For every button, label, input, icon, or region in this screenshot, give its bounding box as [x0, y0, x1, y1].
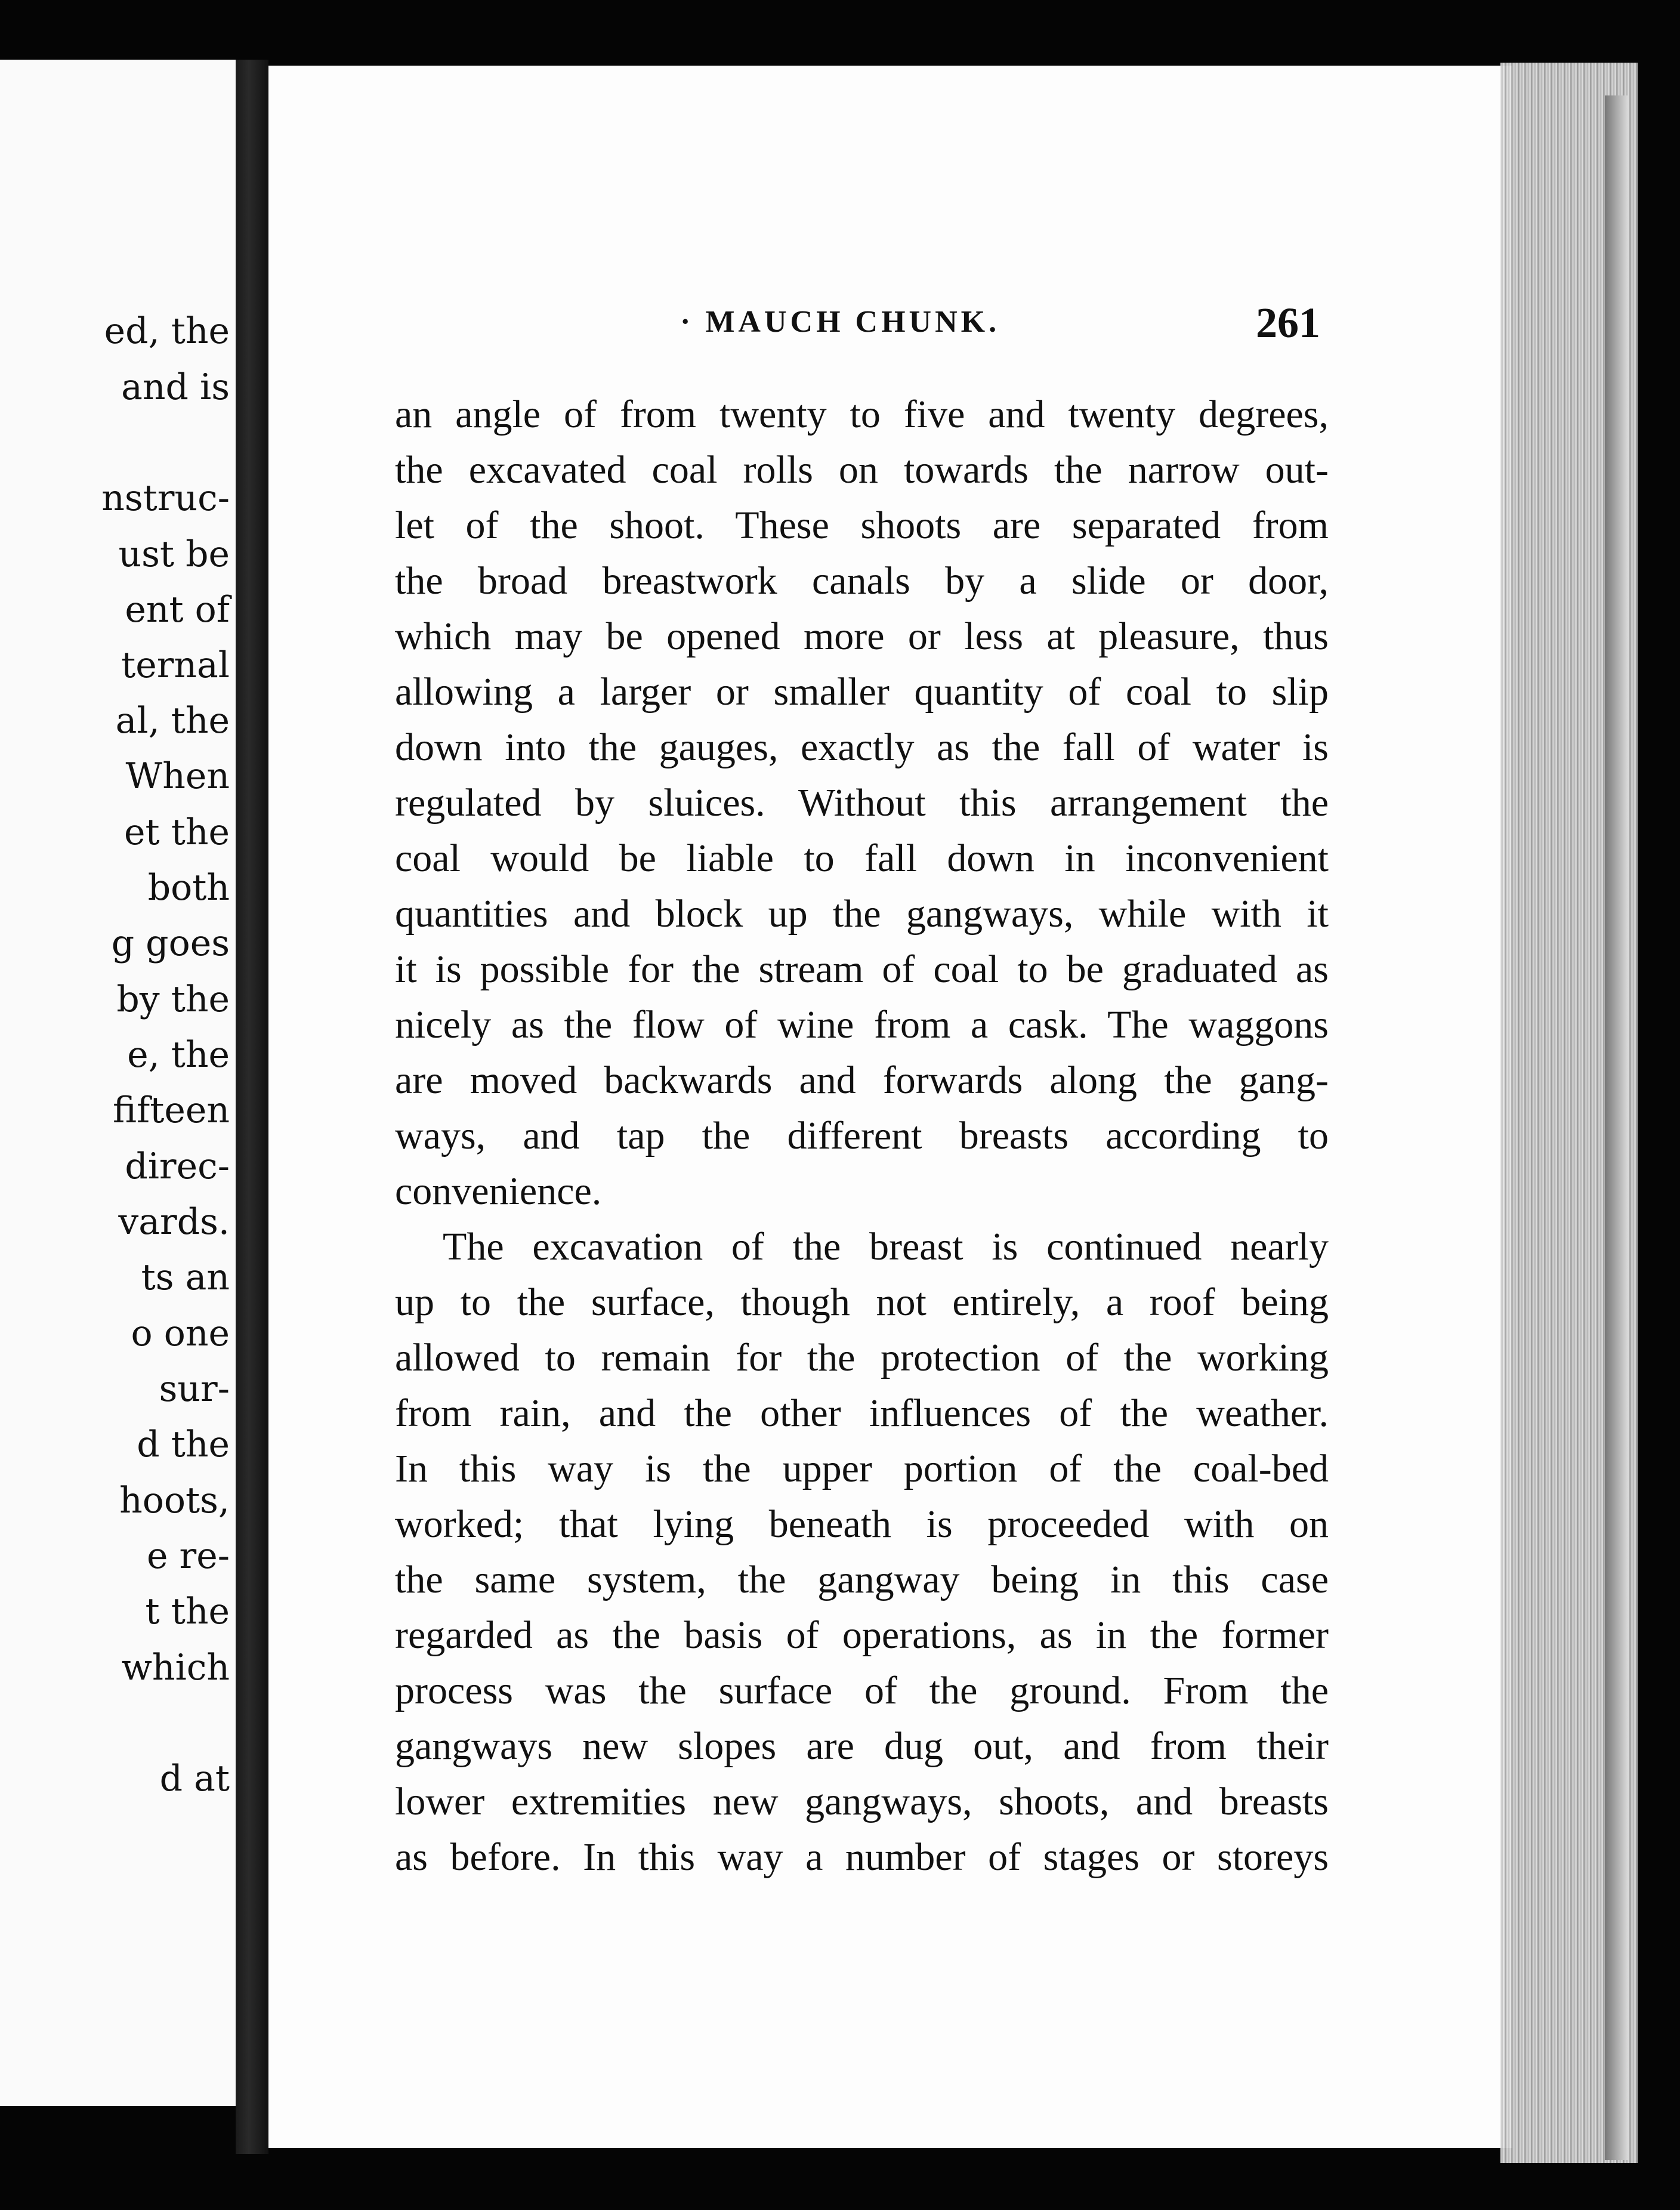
text-line: regulated by sluices. Without this arrangement the: [395, 781, 1329, 825]
left-page-line: hoots,: [119, 1480, 230, 1521]
left-page-line: t the: [145, 1591, 230, 1632]
text-line: process was the surface of the ground. From the: [395, 1669, 1329, 1712]
left-page-line: both: [147, 867, 230, 909]
left-page-line: and is: [121, 366, 230, 408]
text-line: ways, and tap the different breasts according to: [395, 1114, 1329, 1158]
book-gutter: [236, 60, 268, 2154]
text-line: an angle of from twenty to five and twenty degrees,: [395, 393, 1329, 436]
page-edges-shadow: [1605, 95, 1629, 2160]
paragraph-2: [395, 1219, 1329, 1885]
text-line: down into the gauges, exactly as the fall of water is: [395, 726, 1329, 769]
left-page-line: e, the: [127, 1034, 230, 1076]
left-page-line: o one: [131, 1313, 230, 1354]
paragraph-1: [395, 387, 1329, 1219]
left-page-line: ust be: [118, 533, 230, 575]
left-page-line: direc-: [125, 1146, 230, 1187]
text-line: worked; that lying beneath is proceeded with on: [395, 1502, 1329, 1546]
text-line: regarded as the basis of operations, as in the former: [395, 1613, 1329, 1657]
text-line: the same system, the gangway being in this case: [395, 1558, 1329, 1601]
text-line: gangways new slopes are dug out, and from their: [395, 1724, 1329, 1768]
text-line: the broad breastwork canals by a slide or door,: [395, 559, 1329, 603]
left-page-line: d at: [159, 1758, 230, 1800]
left-page-line: et the: [124, 811, 230, 853]
left-page-line: e re-: [146, 1535, 230, 1577]
left-page-line: d the: [137, 1424, 230, 1465]
left-page-line: which: [121, 1647, 230, 1689]
running-head: · MAUCH CHUNK.: [680, 305, 1000, 339]
text-line: from rain, and the other influences of the weather.: [395, 1391, 1329, 1435]
text-line: which may be opened more or less at pleasure, thus: [395, 615, 1329, 658]
left-page-line: ed, the: [104, 310, 230, 352]
left-page: [0, 60, 236, 2106]
body-text: [395, 387, 1329, 1885]
left-page-line: sur-: [159, 1368, 230, 1410]
text-line: convenience.: [395, 1169, 602, 1213]
left-page-line: ent of: [125, 589, 230, 631]
text-line: coal would be liable to fall down in inconvenient: [395, 837, 1329, 880]
text-line: as before. In this way a number of stages or storeys: [395, 1835, 1329, 1879]
left-page-line: ternal: [121, 644, 230, 686]
left-page-line: by the: [116, 979, 230, 1020]
text-line: the excavated coal rolls on towards the narrow out-: [395, 448, 1329, 492]
text-line: are moved backwards and forwards along the gang-: [395, 1058, 1329, 1102]
left-page-line: vards.: [118, 1201, 230, 1243]
left-page-line: When: [125, 755, 230, 797]
text-line: allowing a larger or smaller quantity of coal to slip: [395, 670, 1329, 714]
text-line: it is possible for the stream of coal to be graduated as: [395, 947, 1329, 991]
text-line: In this way is the upper portion of the coal-bed: [395, 1447, 1329, 1490]
left-page-line: nstruc-: [101, 477, 230, 519]
left-page-line: al, the: [115, 700, 230, 742]
text-line: lower extremities new gangways, shoots, and breasts: [395, 1780, 1329, 1823]
page-number: 261: [1256, 299, 1320, 347]
text-line: let of the shoot. These shoots are separated from: [395, 504, 1329, 547]
left-page-line: ts an: [141, 1257, 230, 1298]
left-page-line: fifteen: [113, 1089, 230, 1131]
text-line: The excavation of the breast is continued nearly: [443, 1225, 1329, 1268]
text-line: quantities and block up the gangways, while with it: [395, 892, 1329, 936]
text-line: up to the surface, though not entirely, a roof being: [395, 1280, 1329, 1324]
left-page-line: g goes: [111, 922, 230, 964]
text-line: allowed to remain for the protection of the working: [395, 1336, 1329, 1379]
text-line: nicely as the flow of wine from a cask. The waggons: [395, 1003, 1329, 1047]
